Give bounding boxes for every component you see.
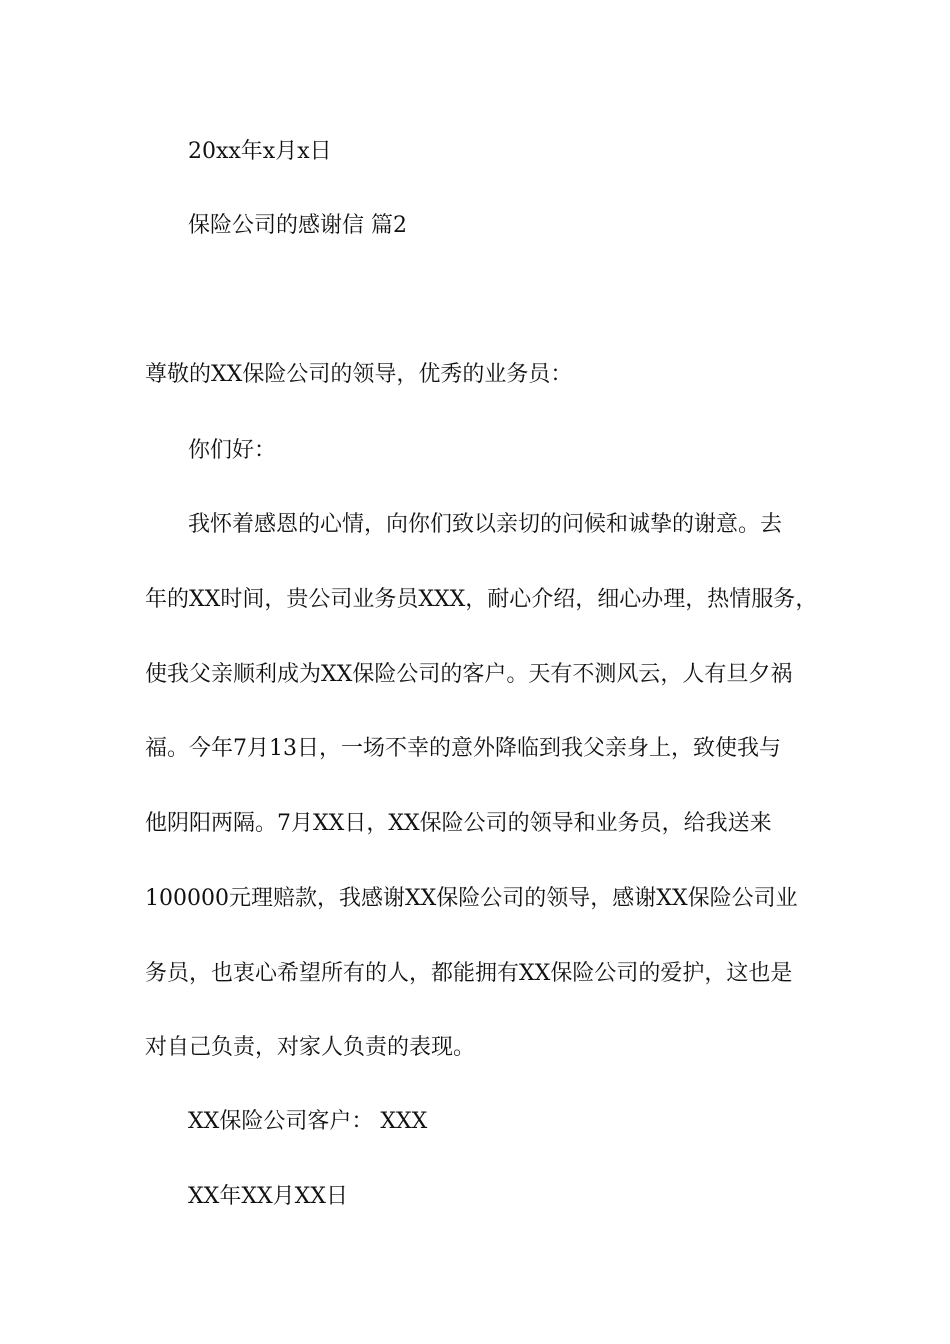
body-line: 使我父亲顺利成为XX保险公司的客户。天有不测风云，人有旦夕祸 bbox=[145, 662, 793, 687]
body-line: 对自己负责，对家人负责的表现。 bbox=[145, 1035, 476, 1060]
body-line: 福。今年7月13日，一场不幸的意外降临到我父亲身上，致使我与 bbox=[145, 736, 781, 761]
date-bottom: XX年XX月XX日 bbox=[188, 1184, 348, 1209]
body-line: 100000元理赔款，我感谢XX保险公司的领导，感谢XX保险公司业 bbox=[145, 886, 798, 911]
section-title: 保险公司的感谢信 篇2 bbox=[188, 213, 407, 238]
body-line: 我怀着感恩的心情，向你们致以亲切的问候和诚挚的谢意。去 bbox=[188, 512, 783, 537]
body-line: 年的XX时间，贵公司业务员XXX，耐心介绍，细心办理，热情服务， bbox=[145, 587, 818, 612]
signature: XX保险公司客户： XXX bbox=[188, 1109, 428, 1134]
body-line: 务员，也衷心希望所有的人，都能拥有XX保险公司的爱护，这也是 bbox=[145, 961, 793, 986]
date-top: 20xx年x月x日 bbox=[188, 139, 332, 164]
salutation: 尊敬的XX保险公司的领导，优秀的业务员： bbox=[145, 362, 573, 387]
body-line: 他阴阳两隔。7月XX日，XX保险公司的领导和业务员，给我送来 bbox=[145, 811, 772, 836]
greeting: 你们好： bbox=[188, 438, 277, 463]
